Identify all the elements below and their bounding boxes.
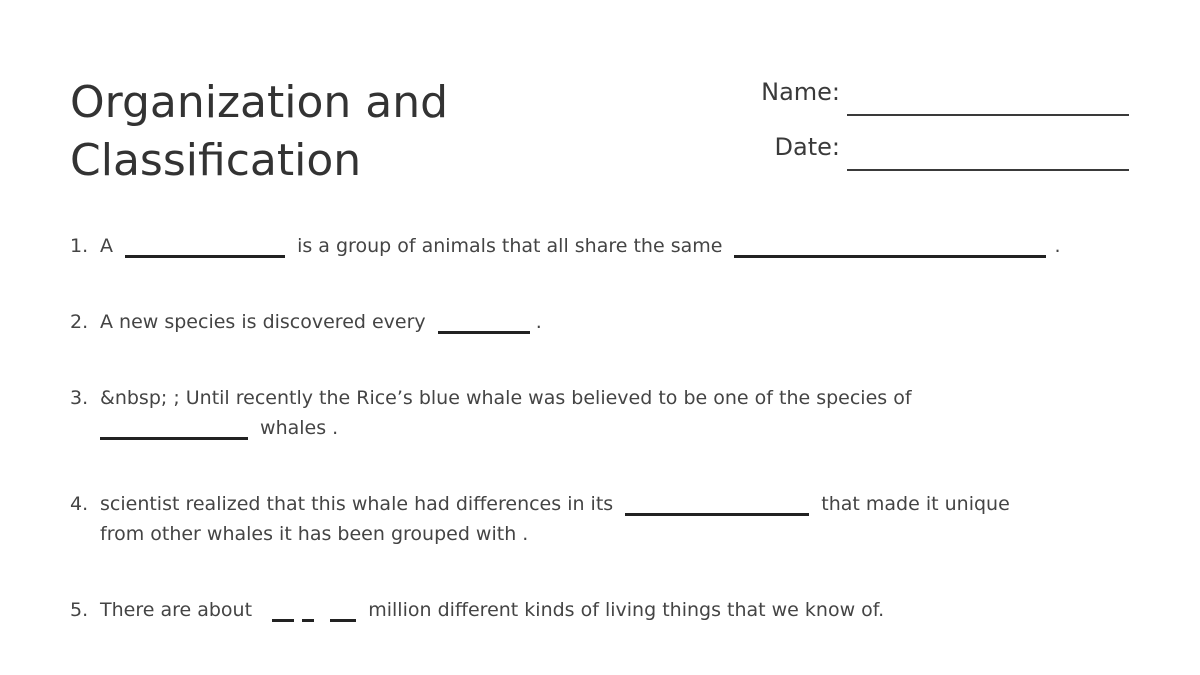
- question-3: [70, 383, 912, 443]
- worksheet-title: [70, 74, 630, 190]
- question-4: [70, 489, 1010, 549]
- question-text: A new species is discovered every: [100, 311, 426, 333]
- question-text: from other whales it has been grouped with .: [100, 523, 529, 545]
- question-text: &nbsp; ; Until recently the Rice’s blue whale was believed to be one of the species of: [100, 387, 912, 409]
- question-number: 5.: [70, 599, 89, 621]
- question-number: 1.: [70, 235, 89, 257]
- answer-blank[interactable]: [272, 599, 294, 622]
- question-1: [70, 231, 1061, 261]
- answer-blank[interactable]: [125, 235, 285, 258]
- question-2: [70, 307, 542, 337]
- question-number: 3.: [70, 387, 89, 409]
- title-line-1: Organization and: [70, 77, 449, 128]
- answer-blank[interactable]: [734, 235, 1046, 258]
- question-text: .: [1054, 235, 1061, 257]
- question-number: 2.: [70, 311, 89, 333]
- question-text: million different kinds of living things that we know of.: [368, 599, 885, 621]
- date-label: Date:: [774, 133, 840, 161]
- answer-blank[interactable]: [330, 599, 356, 622]
- question-text: scientist realized that this whale had differences in its: [100, 493, 614, 515]
- question-text: A: [100, 235, 113, 257]
- question-text: There are about: [100, 599, 253, 621]
- question-text: whales .: [260, 417, 339, 439]
- question-number: 4.: [70, 493, 89, 515]
- answer-blank[interactable]: [625, 493, 809, 516]
- name-label: Name:: [761, 78, 840, 106]
- question-text: .: [535, 311, 542, 333]
- date-input-line[interactable]: [847, 169, 1129, 171]
- answer-blank[interactable]: [100, 417, 248, 440]
- question-text: that made it unique: [821, 493, 1010, 515]
- title-line-2: Classification: [70, 135, 362, 186]
- name-input-line[interactable]: [847, 114, 1129, 116]
- question-5: [70, 595, 884, 625]
- answer-blank[interactable]: [438, 311, 530, 334]
- answer-blank[interactable]: [302, 599, 314, 622]
- question-text: is a group of animals that all share the same: [297, 235, 723, 257]
